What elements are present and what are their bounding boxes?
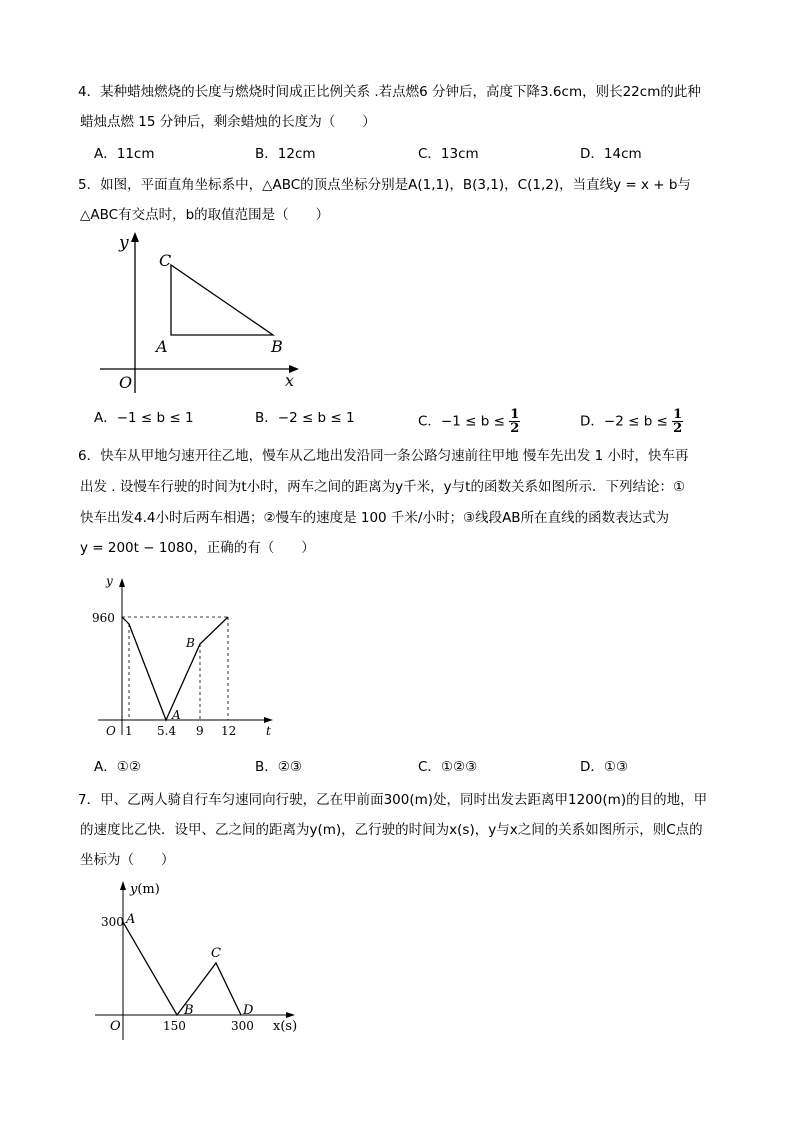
tick-5-4: 5.4 xyxy=(157,724,177,738)
label-c: C xyxy=(211,946,221,961)
y-axis-arrow xyxy=(131,232,139,242)
q6-option-a: A．①② xyxy=(94,759,141,775)
tick-150: 150 xyxy=(163,1019,186,1033)
distance-curve xyxy=(123,922,241,1015)
label-t: t xyxy=(266,724,271,738)
label-a: A xyxy=(126,912,136,927)
q6-line1: 6．快车从甲地匀速开往乙地，慢车从乙地出发沿同一条公路匀速前往甲地 慢车先出发 1 小时，快车再 xyxy=(78,448,689,464)
q4-line1: 4．某种蜡烛燃烧的长度与燃烧时间成正比例关系 .若点燃6 分钟后，高度下降3.6cm，则长22cm的此种 xyxy=(78,84,701,100)
tick-9: 9 xyxy=(196,724,204,738)
q6-option-d: D．①③ xyxy=(580,759,629,775)
label-960: 960 xyxy=(92,611,115,625)
q4-line2: 蜡烛点燃 15 分钟后，剩余蜡烛的长度为（ ） xyxy=(80,114,376,130)
label-y: y xyxy=(119,233,129,253)
q5-option-c-text: C．−1 ≤ b ≤ xyxy=(418,413,505,430)
label-x: x(s) xyxy=(273,1019,298,1034)
label-y: y xyxy=(106,574,113,588)
label-d: D xyxy=(243,1003,254,1018)
q5-option-d-text: D．−2 ≤ b ≤ xyxy=(580,413,668,430)
label-a: A xyxy=(172,708,181,722)
q5-option-d xyxy=(580,408,683,435)
q4-option-d: D．14cm xyxy=(580,146,642,162)
q7-line2: 的速度比乙快．设甲、乙之间的距离为y(m)，乙行驶的时间为x(s)，y与x之间的关系如图所示，则C点的 xyxy=(80,822,703,838)
label-a: A xyxy=(156,337,168,356)
x-axis-arrow xyxy=(264,717,273,723)
q7-line3: 坐标为（ ） xyxy=(80,852,175,868)
q4-option-b: B．12cm xyxy=(255,146,316,162)
distance-curve xyxy=(122,617,228,720)
q7-line1: 7．甲、乙两人骑自行车匀速同向行驶，乙在甲前面300(m)处，同时出发去距离甲1200(m)的目的地，甲 xyxy=(78,792,708,808)
label-o: O xyxy=(110,1019,121,1034)
label-c: C xyxy=(159,251,172,270)
q5-option-b: B．−2 ≤ b ≤ 1 xyxy=(255,410,355,426)
y-axis-arrow xyxy=(120,881,126,890)
label-o: O xyxy=(119,373,133,392)
x-axis-arrow xyxy=(286,1012,295,1018)
q6-line2: 出发 . 设慢车行驶的时间为t小时，两车之间的距离为y千米，y与t的函数关系如图所示．下列结论：① xyxy=(80,479,686,495)
triangle-abc xyxy=(171,265,273,335)
tick-300: 300 xyxy=(231,1019,254,1033)
label-x: x xyxy=(285,371,295,390)
label-o: O xyxy=(106,724,116,738)
q5-option-d-fraction: $\frac{1}{2}$ xyxy=(673,407,683,436)
label-b: B xyxy=(271,337,283,356)
q5-option-a: A．−1 ≤ b ≤ 1 xyxy=(94,410,194,426)
tick-1: 1 xyxy=(125,724,133,738)
label-300-y: 300 xyxy=(101,915,124,929)
q6-figure xyxy=(88,570,288,740)
label-b: B xyxy=(186,636,195,650)
q4-option-c: C．13cm xyxy=(418,146,479,162)
q5-line1: 5．如图，平面直角坐标系中，△ABC的顶点坐标分别是A(1,1)，B(3,1)，C(1,2)，当直线y = x + b与 xyxy=(78,177,691,193)
label-b: B xyxy=(184,1003,194,1018)
y-axis-arrow xyxy=(119,578,125,587)
tick-12: 12 xyxy=(221,724,237,738)
q5-option-c-fraction: $\frac{1}{2}$ xyxy=(510,407,520,436)
q6-option-b: B．②③ xyxy=(255,759,302,775)
q6-line3: 快车出发4.4小时后两车相遇；②慢车的速度是 100 千米/小时；③线段AB所在直线的函数表达式为 xyxy=(80,510,670,526)
q6-option-c: C．①②③ xyxy=(418,759,478,775)
q5-line2: △ABC有交点时，b的取值范围是（ ） xyxy=(80,207,330,223)
q5-figure xyxy=(95,228,310,393)
q4-option-a: A．11cm xyxy=(94,146,155,162)
q6-line4: y = 200t − 1080，正确的有（ ） xyxy=(80,540,315,556)
q7-figure xyxy=(95,875,315,1045)
q5-option-c xyxy=(418,408,520,435)
label-y: y(m) xyxy=(130,882,160,897)
